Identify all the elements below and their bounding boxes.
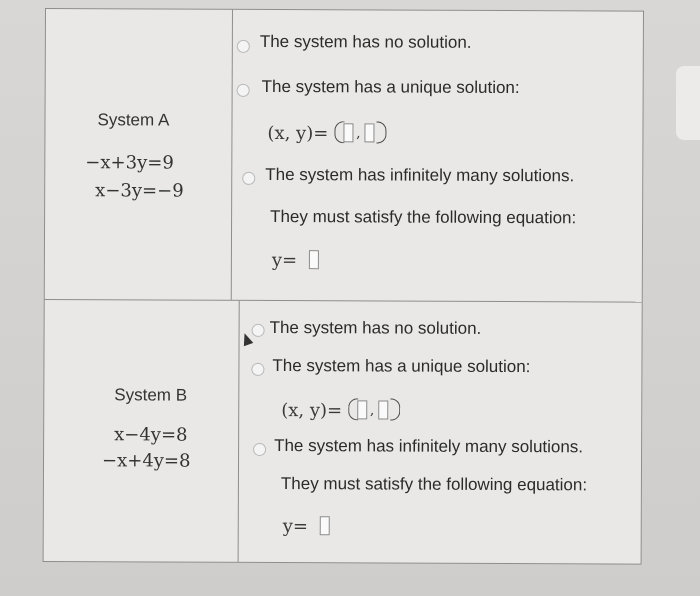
side-panel-edge xyxy=(676,66,700,140)
ordered-pair-input xyxy=(348,398,400,420)
option-label: The system has infinitely many solutions. xyxy=(265,164,575,186)
radio-button-icon[interactable] xyxy=(253,443,266,456)
system-b-infinite-instruction: They must satisfy the following equation: xyxy=(280,474,588,495)
systems-table xyxy=(43,8,644,565)
system-a-infinite-instruction: They must satisfy the following equation: xyxy=(270,206,577,228)
equation-input[interactable] xyxy=(309,250,319,269)
y-value-input[interactable] xyxy=(364,123,374,142)
pair-comma: , xyxy=(356,125,361,142)
infinite-expr-text: y= xyxy=(271,249,298,272)
infinite-expr-text: y= xyxy=(282,516,309,538)
option-label: The system has a unique solution: xyxy=(261,76,520,98)
system-b-options-cell xyxy=(239,301,642,564)
system-b-equation-1: x−4y=8 xyxy=(114,424,188,446)
option-label: The system has infinitely many solutions. xyxy=(274,436,584,457)
system-b-title: System B xyxy=(114,385,188,405)
system-a-equations-cell xyxy=(45,9,233,300)
radio-button-icon[interactable] xyxy=(251,363,264,376)
equation-input[interactable] xyxy=(320,516,330,535)
y-value-input[interactable] xyxy=(378,400,388,419)
system-a-title: System A xyxy=(97,110,170,130)
right-paren-icon xyxy=(390,399,400,421)
system-a-infinite-expression xyxy=(272,250,319,271)
system-a-options-cell xyxy=(232,10,643,302)
system-b-equation-2: −x+4y=8 xyxy=(101,450,191,472)
option-label: The system has a unique solution: xyxy=(272,355,531,377)
unique-expr-text: (x, y)= xyxy=(267,122,329,145)
system-a-equation-1: −x+3y=9 xyxy=(85,152,174,174)
x-value-input[interactable] xyxy=(357,400,367,419)
ordered-pair-input xyxy=(334,121,386,143)
system-a-row xyxy=(45,9,643,303)
radio-button-icon[interactable] xyxy=(237,84,250,97)
system-a-equation-2: x−3y=−9 xyxy=(95,180,184,202)
x-value-input[interactable] xyxy=(343,123,353,142)
system-b-unique-expression xyxy=(281,398,400,422)
system-b-row xyxy=(44,300,642,564)
system-a-unique-expression xyxy=(267,121,386,145)
option-label: The system has no solution. xyxy=(269,317,482,338)
system-b-infinite-expression xyxy=(283,516,330,537)
radio-button-icon[interactable] xyxy=(252,324,265,337)
mouse-pointer-icon xyxy=(240,332,253,347)
system-b-equations-cell xyxy=(44,300,240,562)
unique-expr-text: (x, y)= xyxy=(281,400,343,422)
right-paren-icon xyxy=(376,121,386,143)
pair-comma: , xyxy=(369,402,375,419)
option-label: The system has no solution. xyxy=(259,31,472,52)
radio-button-icon[interactable] xyxy=(242,172,255,185)
radio-button-icon[interactable] xyxy=(237,40,250,53)
